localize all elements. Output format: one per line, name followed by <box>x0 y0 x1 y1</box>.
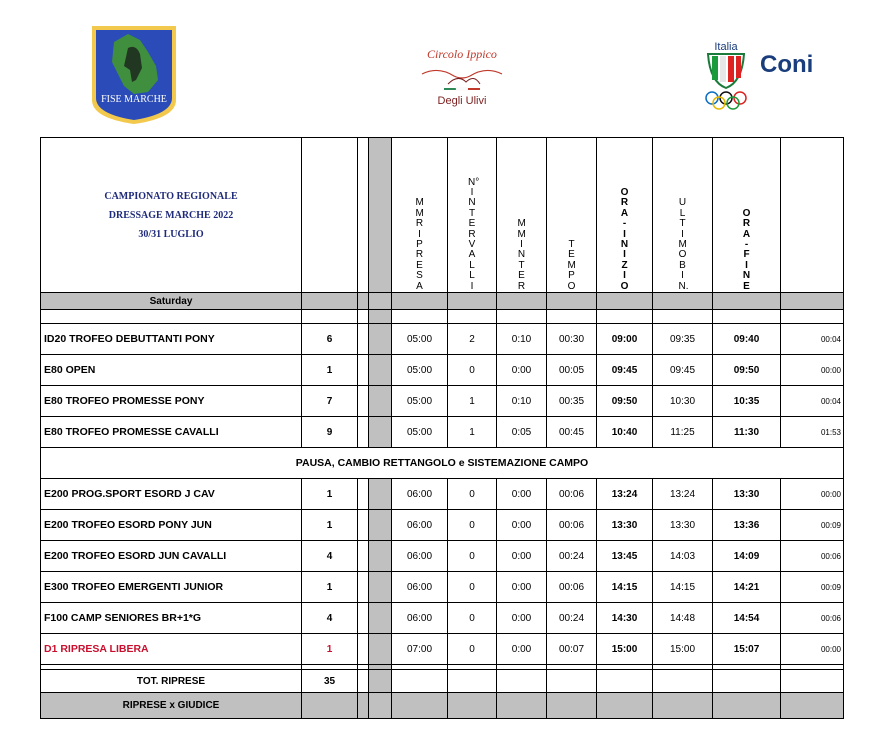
cell-mm-ripresa: 06:00 <box>392 510 448 541</box>
cell-gray <box>369 355 392 386</box>
cell-spacer <box>358 417 369 448</box>
cell-n: 1 <box>302 479 358 510</box>
title-line3: 30/31 LUGLIO <box>138 228 204 240</box>
cell-ora-inizio: 13:30 <box>597 510 653 541</box>
cell-name: E200 TROFEO ESORD PONY JUN <box>41 510 302 541</box>
schedule-row <box>41 603 844 634</box>
cell-ora-fine: 14:09 <box>713 541 781 572</box>
schedule-row <box>41 417 844 448</box>
cell-ultimo-bin: 10:30 <box>653 386 713 417</box>
cell-tempo: 00:06 <box>547 572 597 603</box>
giudice-row <box>41 693 844 719</box>
day-row <box>41 293 844 310</box>
cell-mm-ripresa: 06:00 <box>392 541 448 572</box>
cell-intervalli: 0 <box>448 634 497 665</box>
giudice-label: RIPRESE x GIUDICE <box>41 693 302 719</box>
cell-tempo: 00:07 <box>547 634 597 665</box>
cell-name: E300 TROFEO EMERGENTI JUNIOR <box>41 572 302 603</box>
col-n-intervalli: N° INTERVALLI <box>448 138 497 293</box>
cell-ultimo-bin: 14:03 <box>653 541 713 572</box>
cell-ora-fine: 13:30 <box>713 479 781 510</box>
coni-logo <box>704 38 836 110</box>
cell-extra: 00:04 <box>781 324 844 355</box>
cell-mm-inter: 0:05 <box>497 417 547 448</box>
cell-ora-fine: 10:35 <box>713 386 781 417</box>
cell-mm-inter: 0:00 <box>497 479 547 510</box>
schedule-row <box>41 479 844 510</box>
schedule-row <box>41 634 844 665</box>
cell-n: 4 <box>302 603 358 634</box>
cell-extra: 00:00 <box>781 355 844 386</box>
cell-gray <box>369 386 392 417</box>
col-extra <box>781 138 844 293</box>
cell-name: E80 TROFEO PROMESSE PONY <box>41 386 302 417</box>
cell-n: 6 <box>302 324 358 355</box>
schedule-row <box>41 355 844 386</box>
cell-ultimo-bin: 09:35 <box>653 324 713 355</box>
cell-ora-inizio: 09:45 <box>597 355 653 386</box>
cell-intervalli: 1 <box>448 386 497 417</box>
circolo-logo-line1: Circolo Ippico <box>427 47 497 61</box>
cell-ultimo-bin: 13:24 <box>653 479 713 510</box>
cell-ora-fine: 14:21 <box>713 572 781 603</box>
schedule-row <box>41 386 844 417</box>
cell-tempo: 00:06 <box>547 479 597 510</box>
col-tempo: TEMPO <box>547 138 597 293</box>
cell-n: 4 <box>302 541 358 572</box>
cell-ora-fine: 14:54 <box>713 603 781 634</box>
cell-intervalli: 0 <box>448 541 497 572</box>
cell-ora-fine: 13:36 <box>713 510 781 541</box>
cell-ultimo-bin: 14:15 <box>653 572 713 603</box>
cell-mm-inter: 0:00 <box>497 603 547 634</box>
fise-logo-text-1: FISE MARCHE <box>101 94 167 105</box>
cell-extra: 00:09 <box>781 510 844 541</box>
cell-gray <box>369 510 392 541</box>
title-line2: DRESSAGE MARCHE 2022 <box>108 209 234 221</box>
cell-name: E80 TROFEO PROMESSE CAVALLI <box>41 417 302 448</box>
cell-spacer <box>358 603 369 634</box>
pausa-label: PAUSA, CAMBIO RETTANGOLO e SISTEMAZIONE CAMPO <box>41 448 844 479</box>
cell-gray <box>369 479 392 510</box>
cell-intervalli: 0 <box>448 355 497 386</box>
cell-ultimo-bin: 11:25 <box>653 417 713 448</box>
schedule-row <box>41 541 844 572</box>
cell-gray <box>369 603 392 634</box>
cell-mm-inter: 0:00 <box>497 510 547 541</box>
cell-ora-inizio: 13:24 <box>597 479 653 510</box>
cell-name: E200 PROG.SPORT ESORD J CAV <box>41 479 302 510</box>
cell-name: D1 RIPRESA LIBERA <box>41 634 302 665</box>
cell-ora-inizio: 15:00 <box>597 634 653 665</box>
cell-ora-inizio: 14:15 <box>597 572 653 603</box>
totals-value: 35 <box>302 670 358 693</box>
cell-spacer <box>358 479 369 510</box>
header-row <box>41 138 844 293</box>
cell-ultimo-bin: 13:30 <box>653 510 713 541</box>
schedule-block-1 <box>41 324 844 448</box>
col-ora-inizio: ORA - INIZIO <box>597 138 653 293</box>
totals-label: TOT. RIPRESE <box>41 670 302 693</box>
cell-ora-inizio: 14:30 <box>597 603 653 634</box>
cell-tempo: 00:24 <box>547 603 597 634</box>
cell-intervalli: 0 <box>448 479 497 510</box>
col-ultimo-bin: ULTIMO BIN. <box>653 138 713 293</box>
cell-mm-inter: 0:00 <box>497 634 547 665</box>
cell-mm-inter: 0:00 <box>497 572 547 603</box>
pausa-row <box>41 448 844 479</box>
page-title <box>41 138 302 293</box>
header-empty-n <box>302 138 358 293</box>
cell-spacer <box>358 324 369 355</box>
cell-n: 9 <box>302 417 358 448</box>
cell-ora-inizio: 09:50 <box>597 386 653 417</box>
cell-spacer <box>358 355 369 386</box>
cell-mm-ripresa: 07:00 <box>392 634 448 665</box>
coni-logo-top: Italia <box>714 41 738 53</box>
day-label: Saturday <box>41 293 302 310</box>
cell-mm-inter: 0:10 <box>497 386 547 417</box>
totals-row <box>41 670 844 693</box>
cell-ora-fine: 15:07 <box>713 634 781 665</box>
cell-spacer <box>358 510 369 541</box>
cell-ultimo-bin: 15:00 <box>653 634 713 665</box>
cell-tempo: 00:45 <box>547 417 597 448</box>
cell-extra: 00:04 <box>781 386 844 417</box>
cell-tempo: 00:24 <box>547 541 597 572</box>
cell-ora-fine: 09:50 <box>713 355 781 386</box>
cell-intervalli: 1 <box>448 417 497 448</box>
col-ora-fine: ORA - FINE <box>713 138 781 293</box>
cell-n: 1 <box>302 510 358 541</box>
cell-name: E80 OPEN <box>41 355 302 386</box>
schedule-row <box>41 572 844 603</box>
cell-gray <box>369 572 392 603</box>
schedule-table <box>40 137 844 719</box>
cell-mm-ripresa: 06:00 <box>392 479 448 510</box>
cell-mm-inter: 0:00 <box>497 541 547 572</box>
cell-extra: 00:09 <box>781 572 844 603</box>
cell-intervalli: 2 <box>448 324 497 355</box>
header-empty-a <box>358 138 369 293</box>
cell-extra: 01:53 <box>781 417 844 448</box>
cell-name: E200 TROFEO ESORD JUN CAVALLI <box>41 541 302 572</box>
cell-spacer <box>358 386 369 417</box>
cell-tempo: 00:05 <box>547 355 597 386</box>
cell-intervalli: 0 <box>448 572 497 603</box>
cell-mm-ripresa: 05:00 <box>392 324 448 355</box>
fise-marche-logo <box>88 22 180 126</box>
cell-tempo: 00:06 <box>547 510 597 541</box>
cell-ultimo-bin: 09:45 <box>653 355 713 386</box>
cell-ora-inizio: 09:00 <box>597 324 653 355</box>
cell-gray <box>369 634 392 665</box>
cell-spacer <box>358 541 369 572</box>
header-gray <box>369 138 392 293</box>
cell-n: 1 <box>302 572 358 603</box>
cell-name: ID20 TROFEO DEBUTTANTI PONY <box>41 324 302 355</box>
cell-ultimo-bin: 14:48 <box>653 603 713 634</box>
coni-logo-name: Coni <box>760 51 814 78</box>
cell-mm-inter: 0:10 <box>497 324 547 355</box>
cell-mm-ripresa: 06:00 <box>392 572 448 603</box>
cell-extra: 00:00 <box>781 479 844 510</box>
spacer-row <box>41 310 844 324</box>
cell-spacer <box>358 572 369 603</box>
schedule-row <box>41 510 844 541</box>
cell-intervalli: 0 <box>448 510 497 541</box>
title-line1: CAMPIONATO REGIONALE <box>104 190 238 202</box>
cell-name: F100 CAMP SENIORES BR+1*G <box>41 603 302 634</box>
circolo-logo-line2: Degli Ulivi <box>437 95 487 107</box>
cell-spacer <box>358 634 369 665</box>
cell-extra: 00:06 <box>781 541 844 572</box>
col-mm-ripresa: MM RIPRESA <box>392 138 448 293</box>
cell-gray <box>369 417 392 448</box>
cell-ora-fine: 11:30 <box>713 417 781 448</box>
schedule-row <box>41 324 844 355</box>
schedule-block-2 <box>41 479 844 665</box>
cell-gray <box>369 541 392 572</box>
cell-mm-ripresa: 05:00 <box>392 386 448 417</box>
col-mm-inter: MM INTER <box>497 138 547 293</box>
circolo-ippico-logo <box>408 38 516 110</box>
cell-tempo: 00:30 <box>547 324 597 355</box>
cell-n: 1 <box>302 634 358 665</box>
cell-mm-ripresa: 06:00 <box>392 603 448 634</box>
cell-n: 1 <box>302 355 358 386</box>
cell-extra: 00:06 <box>781 603 844 634</box>
cell-ora-fine: 09:40 <box>713 324 781 355</box>
cell-mm-inter: 0:00 <box>497 355 547 386</box>
cell-ora-inizio: 10:40 <box>597 417 653 448</box>
cell-ora-inizio: 13:45 <box>597 541 653 572</box>
cell-intervalli: 0 <box>448 603 497 634</box>
cell-extra: 00:00 <box>781 634 844 665</box>
cell-mm-ripresa: 05:00 <box>392 355 448 386</box>
cell-tempo: 00:35 <box>547 386 597 417</box>
cell-gray <box>369 324 392 355</box>
cell-n: 7 <box>302 386 358 417</box>
cell-mm-ripresa: 05:00 <box>392 417 448 448</box>
